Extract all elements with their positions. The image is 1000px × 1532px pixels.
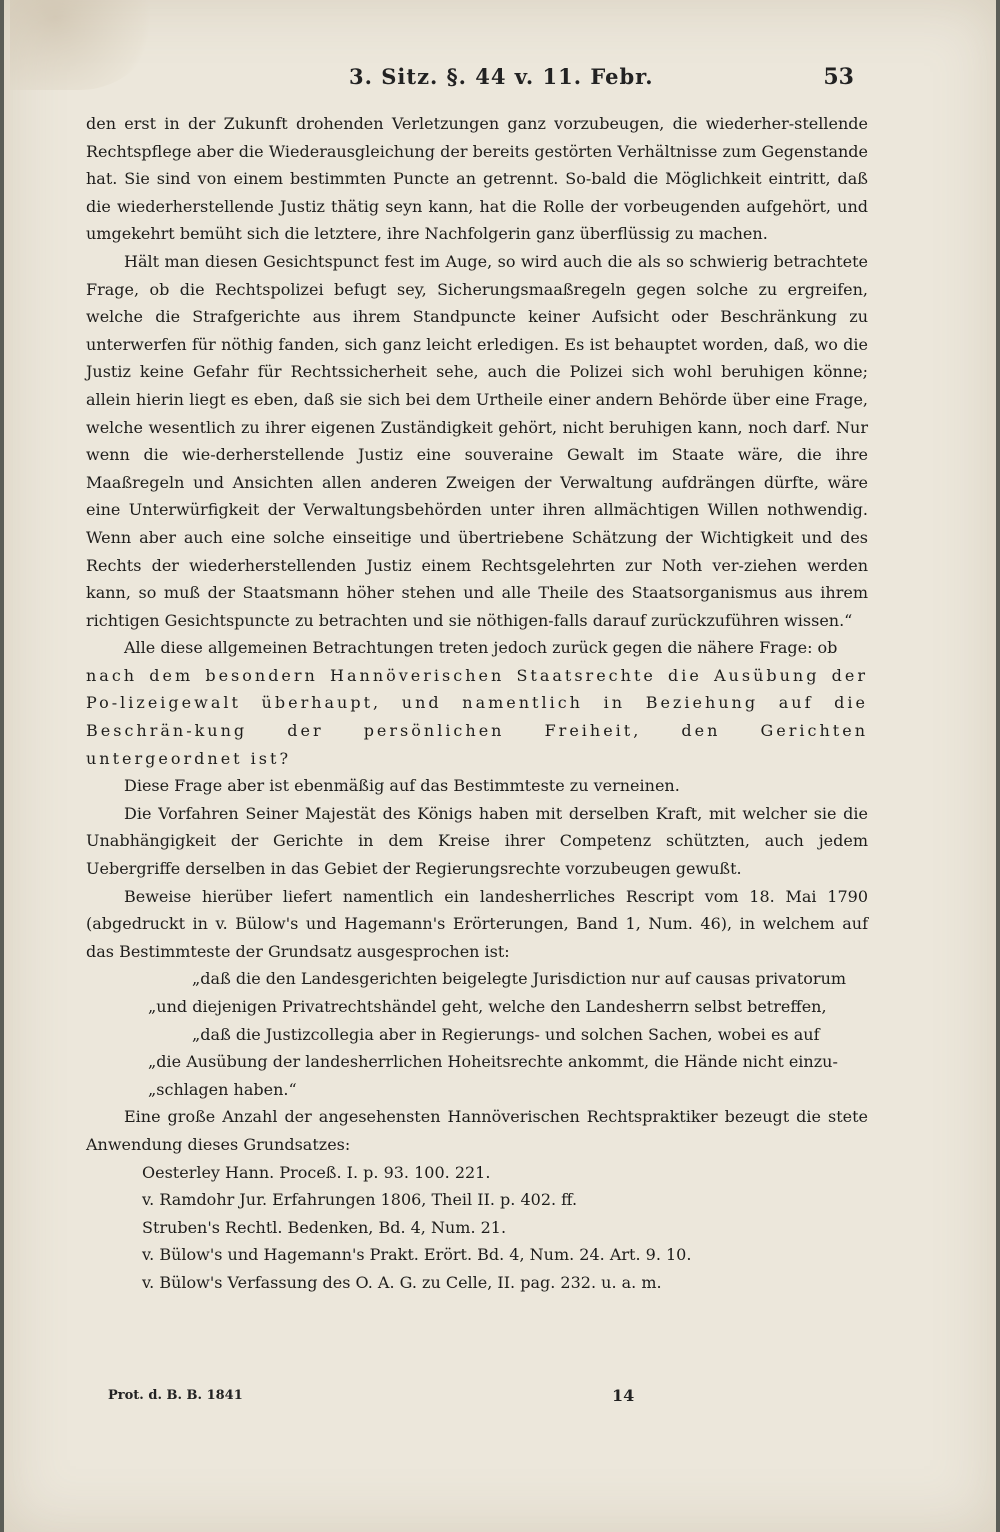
paragraph-closing: Eine große Anzahl der angesehensten Hannöverischen Rechtspraktiker bezeugt die stete Anwendung dieses Grundsatzes: (86, 1107, 868, 1154)
paragraph-3: Alle diese allgemeinen Betrachtungen treten jedoch zurück gegen die nähere Frage: ob (124, 638, 838, 658)
quote-line: „die Ausübung der landesherrlichen Hoheitsrechte ankommt, die Hände nicht einzu- (148, 1052, 838, 1072)
page-footer (108, 1388, 748, 1418)
paragraph-1: den erst in der Zukunft drohenden Verletzungen ganz vorzubeugen, die wiederher-stellende Rechtspflege aber die Wiederausgleichung der bereits gestörten Verhältnisse zum Gegenstande hat. Sie sind von einem bestimmten Puncte an getrennt. So-bald die Möglichkeit eintritt, daß die wiederherstellende Justiz thätig seyn kann, hat die Rolle der vorbeugenden aufgehört, und umgekehrt bemüht sich die letztere, ihre Nachfolgerin ganz überflüssig zu machen. (86, 114, 868, 244)
paragraph-6: Beweise hierüber liefert namentlich ein landesherrliches Rescript vom 18. Mai 1790 (abgedruckt in v. Bülow's und Hagemann's Erörterungen, Band 1, Num. 46), in welchem auf das Bestimmteste der Grundsatz ausgesprochen ist: (86, 886, 868, 961)
paragraph-4: Diese Frage aber ist ebenmäßig auf das Bestimmteste zu verneinen. (124, 776, 680, 796)
reference-item: v. Ramdohr Jur. Erfahrungen 1806, Theil II. p. 402. ff. (142, 1190, 578, 1210)
page-number: 53 (823, 64, 854, 90)
paragraph-5: Die Vorfahren Seiner Majestät des Königs haben mit derselben Kraft, mit welcher sie die Unabhängigkeit der Gerichte in dem Kreise ihrer Competenz schützten, auch jedem Uebergriffe derselben in das Gebiet der Regierungsrechte vorzubeugen gewußt. (86, 803, 868, 879)
quote-line: „schlagen haben.“ (148, 1079, 297, 1099)
reference-item: Struben's Rechtl. Bedenken, Bd. 4, Num. 21. (142, 1217, 507, 1237)
quote-line: „daß die Justizcollegia aber in Regierungs- und solchen Sachen, wobei es auf (192, 1024, 820, 1044)
footer-signature: Prot. d. B. B. 1841 (108, 1388, 243, 1403)
page-body (86, 110, 868, 1297)
document-page (4, 0, 996, 1532)
paragraph-2: Hält man diesen Gesichtspunct fest im Auge, so wird auch die als so schwierig betrachtete Frage, ob die Rechtspolizei befugt sey, Sicherungsmaaßregeln gegen solche zu ergreifen, welche die Strafgerichte aus ihrem Standpuncte keiner Aufsicht oder Beschränkung zu unterwerfen für nöthig fanden, sich ganz leicht erledigen. Es ist behauptet worden, daß, wo die Justiz keine Gefahr für Rechtssicherheit sehe, auch die Polizei sich wohl beruhigen könne; allein hierin liegt es eben, daß sie sich bei dem Urtheile einer andern Behörde über eine Frage, welche wesentlich zu ihrer eigenen Zuständigkeit gehört, nicht beruhigen kann, noch darf. Nur wenn die wie-derherstellende Justiz eine souveraine Gewalt im Staate wäre, die ihre Maaßregeln und Ansichten allen anderen Zweigen der Verwaltung aufdrängen dürfte, wäre eine Unterwürfigkeit der Verwaltungsbehörden unter ihren allmächtigen Willen nothwendig. Wenn aber auch eine solche einseitige und übertriebene Schätzung der Wichtigkeit und des Rechts der wiederherstellenden Justiz einem Rechtsgelehrten zur Noth ver-ziehen werden kann, so muß der Staatsmann höher stehen und alle Theile des Staatsorganismus aus ihrem richtigen Gesichtspuncte zu betrachten und sie nöthigen-falls darauf zurückzuführen wissen.“ (86, 251, 868, 630)
reference-item: v. Bülow's Verfassung des O. A. G. zu Celle, II. pag. 232. u. a. m. (142, 1272, 662, 1292)
paragraph-question: nach dem besondern Hannöverischen Staatsrechte die Ausübung der Po-lizeigewalt überhaupt, und namentlich in Beziehung auf die Beschrän-kung der persönlichen Freiheit, den Gerichten untergeordnet ist? (86, 665, 868, 768)
reference-list (86, 1159, 868, 1297)
reference-item: v. Bülow's und Hagemann's Prakt. Erört. Bd. 4, Num. 24. Art. 9. 10. (142, 1245, 692, 1265)
sheet-number: 14 (612, 1386, 635, 1405)
quote-line: „und diejenigen Privatrechtshändel geht, welche den Landesherrn selbst betreffen, (148, 997, 827, 1016)
quote-block (86, 965, 868, 1103)
reference-item: Oesterley Hann. Proceß. I. p. 93. 100. 221. (142, 1162, 491, 1182)
running-head: 3. Sitz. §. 44 v. 11. Febr. (349, 64, 654, 89)
quote-line: „daß die den Landesgerichten beigelegte Jurisdiction nur auf causas privatorum (192, 969, 847, 989)
page-header (4, 64, 996, 104)
